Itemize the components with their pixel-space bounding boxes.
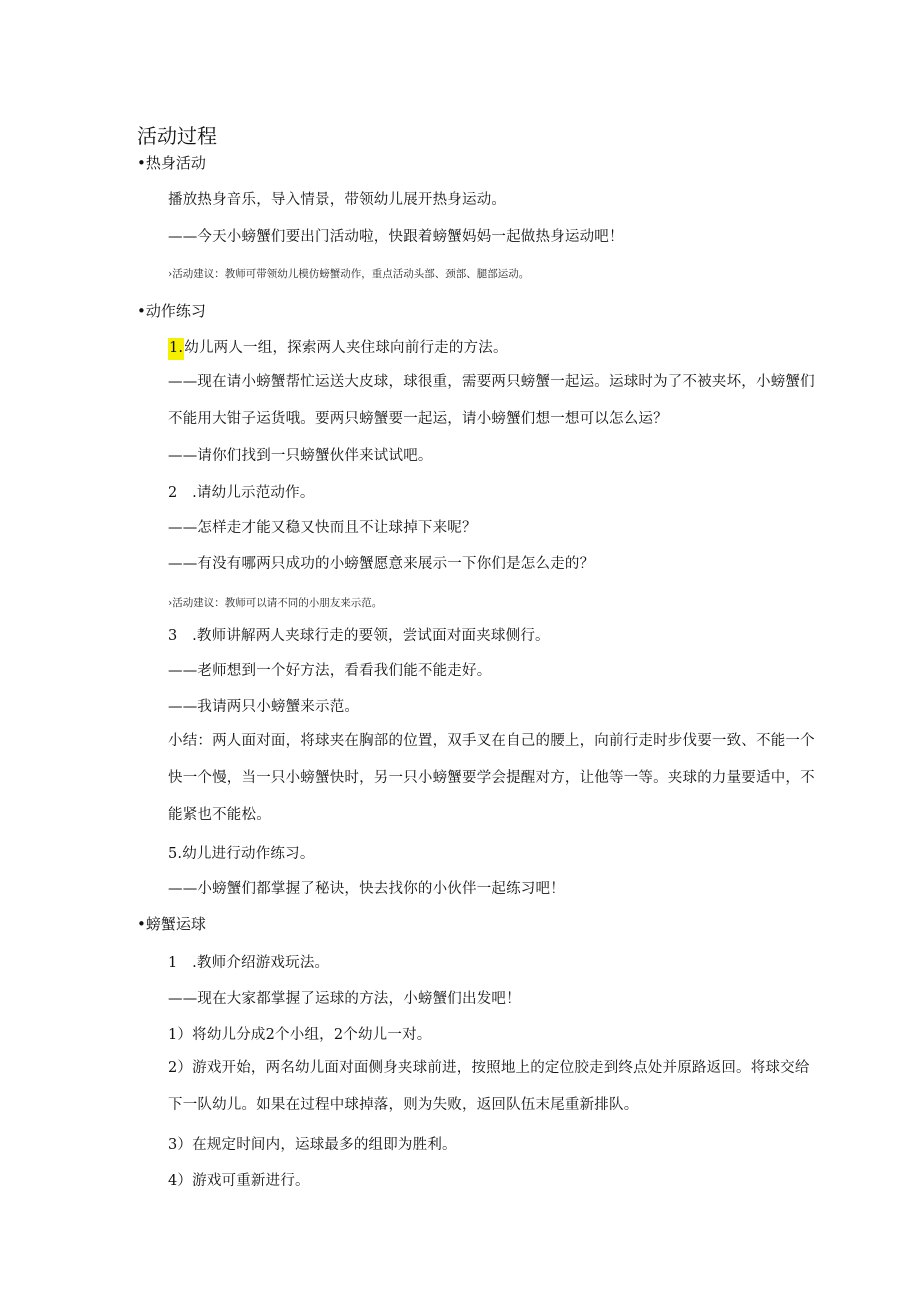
paragraph: 1）将幼儿分成2个小组，2个幼儿一对。 xyxy=(168,1027,432,1043)
paragraph: 2）游戏开始，两名幼儿面对面侧身夹球前进，按照地上的定位胶走到终点处并原路返回。将球交给下一队幼儿。如果在过程中球掉落，则为失败，返回队伍末尾重新排队。 xyxy=(168,1060,810,1113)
paragraph: ——现在大家都掌握了运球的方法，小螃蟹们出发吧！ xyxy=(168,991,521,1007)
page-title: 活动过程 xyxy=(137,124,217,148)
section-heading-game: •螃蟹运球 xyxy=(137,915,206,933)
section-heading-warmup: •热身活动 xyxy=(137,154,206,172)
paragraph: 3 .教师讲解两人夹球行走的要领，尝试面对面夹球侧行。 xyxy=(168,628,550,644)
paragraph: ——小螃蟹们都掌握了秘诀，快去找你的小伙伴一起练习吧！ xyxy=(168,881,565,897)
activity-note: ›活动建议：教师可以请不同的小朋友来示范。 xyxy=(168,597,383,609)
summary-paragraph: 小结：两人面对面，将球夹在胸部的位置，双手叉在自己的腰上，向前行走时步伐要一致、不能一个快一个慢，当一只小螃蟹快时，另一只小螃蟹要学会提醒对方，让他等一等。夹球的力量要适中，不能紧也不能松。 xyxy=(168,733,815,823)
activity-note: ›活动建议：教师可带领幼儿模仿螃蟹动作，重点活动头部、颈部、腿部运动。 xyxy=(168,268,530,280)
paragraph: 3）在规定时间内，运球最多的组即为胜利。 xyxy=(168,1137,457,1153)
paragraph: 2 .请幼儿示范动作。 xyxy=(168,485,315,501)
paragraph: 5.幼儿进行动作练习。 xyxy=(168,846,315,862)
paragraph: 播放热身音乐，导入情景，带领幼儿展开热身运动。 xyxy=(168,192,507,208)
paragraph: ——今天小螃蟹们要出门活动啦，快跟着螃蟹妈妈一起做热身运动吧！ xyxy=(168,229,624,245)
section-heading-practice: •动作练习 xyxy=(137,302,206,320)
paragraph-text: 幼儿两人一组，探索两人夹住球向前行走的方法。 xyxy=(184,340,508,356)
paragraph: ——请你们找到一只螃蟹伙伴来试试吧。 xyxy=(168,448,433,464)
highlighted-number: 1. xyxy=(168,338,184,360)
paragraph: 1 .教师介绍游戏玩法。 xyxy=(168,955,330,971)
paragraph: 4）游戏可重新进行。 xyxy=(168,1173,310,1189)
paragraph: ——现在请小螃蟹帮忙运送大皮球，球很重，需要两只螃蟹一起运。运球时为了不被夹坏，小螃蟹们不能用大钳子运货哦。要两只螃蟹要一起运，请小螃蟹们想一想可以怎么运？ xyxy=(168,374,815,427)
paragraph: ——我请两只小螃蟹来示范。 xyxy=(168,699,360,715)
paragraph: ——老师想到一个好方法，看看我们能不能走好。 xyxy=(168,663,492,679)
paragraph xyxy=(168,336,508,357)
paragraph: ——有没有哪两只成功的小螃蟹愿意来展示一下你们是怎么走的？ xyxy=(168,556,595,572)
paragraph: ——怎样走才能又稳又快而且不让球掉下来呢？ xyxy=(168,520,477,536)
